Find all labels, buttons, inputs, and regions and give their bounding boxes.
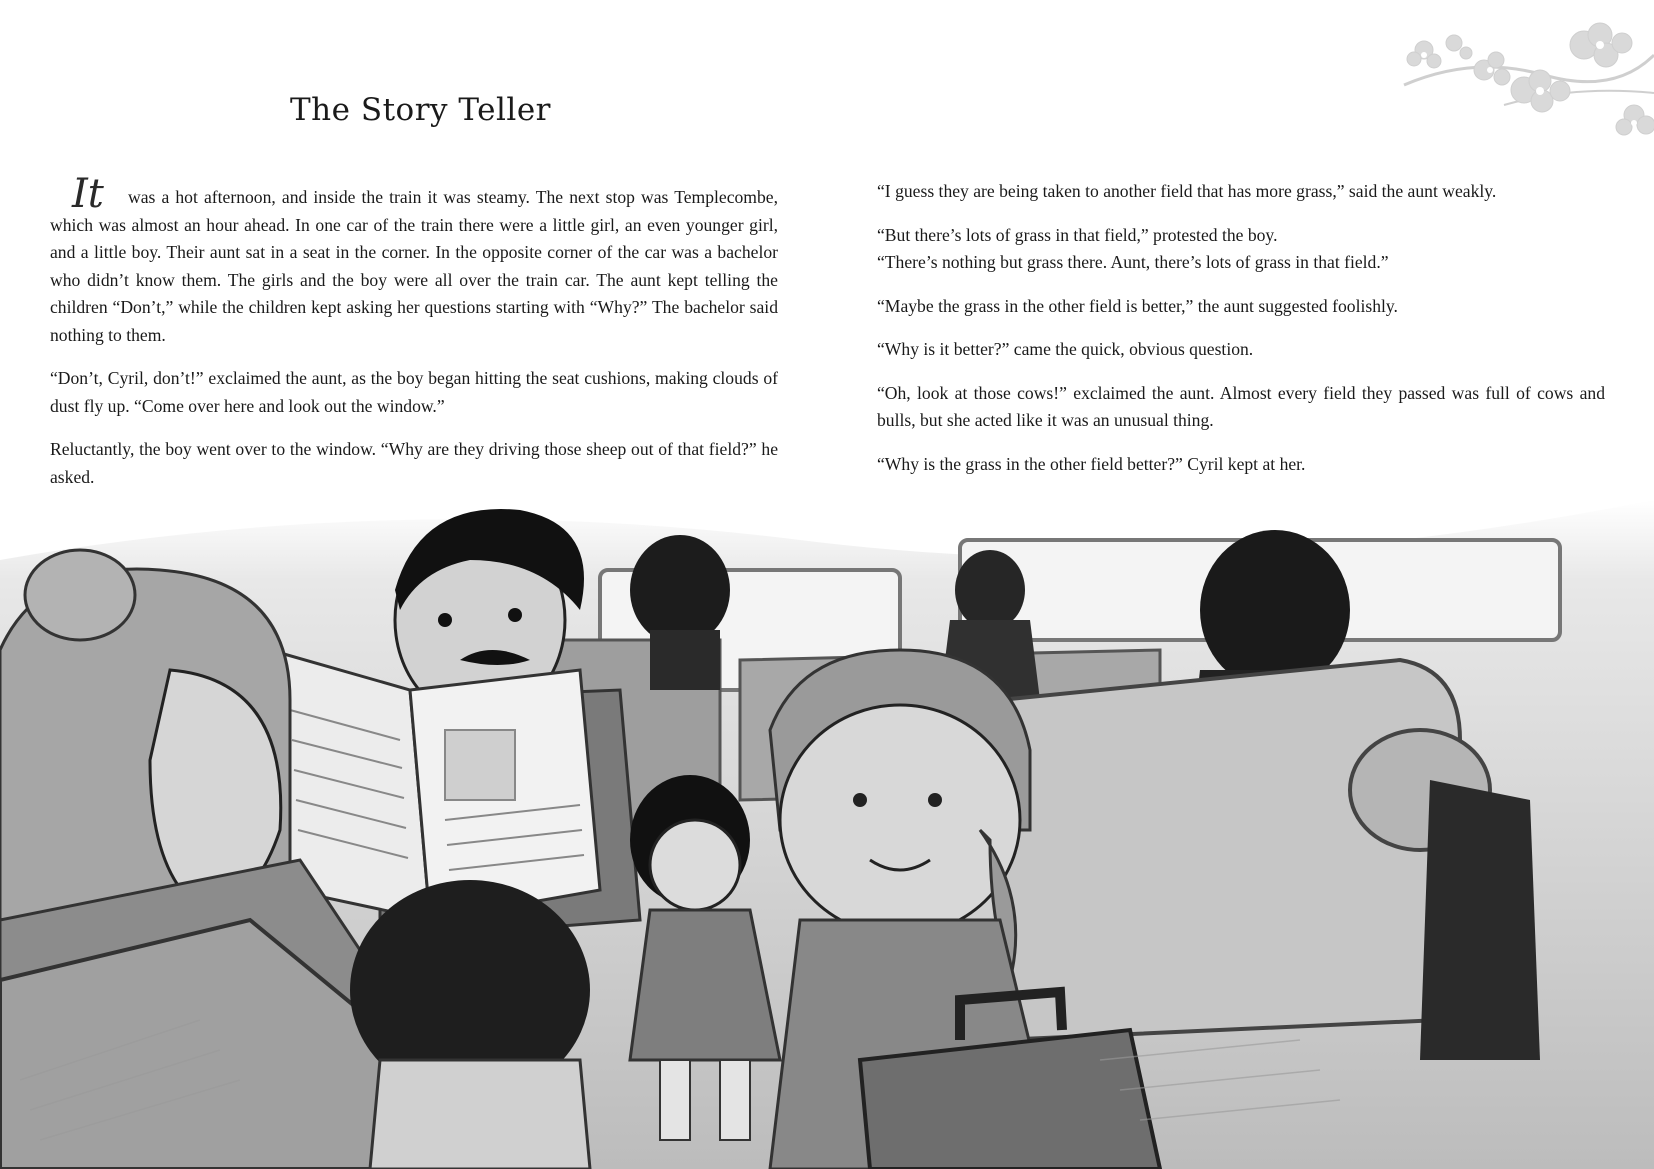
paragraph-5-line-2: “There’s nothing but grass there. Aunt, there’s lots of grass in that field.”: [877, 252, 1389, 272]
boy-body: [370, 1060, 590, 1169]
right-seat-back: [1000, 660, 1460, 1040]
paragraph-7: “Why is it better?” came the quick, obvious question.: [877, 339, 1254, 359]
bachelor-eye-left: [438, 613, 452, 627]
older-girl-face: [780, 705, 1020, 935]
passenger-window-head: [955, 550, 1025, 630]
paragraph-9: “Why is the grass in the other field better?” Cyril kept at her.: [877, 453, 1306, 474]
paragraph-4: “I guess they are being taken to another field that has more grass,” said the aunt weakly.: [877, 181, 1497, 201]
paragraph-1: [50, 171, 778, 349]
little-girl-face: [650, 820, 740, 910]
paragraph-3: Reluctantly, the boy went over to the window. “Why are they driving those sheep out of that field?” he asked.: [50, 439, 778, 487]
passenger-back-body: [650, 630, 720, 690]
paragraph-2: “Don’t, Cyril, don’t!” exclaimed the aunt, as the boy began hitting the seat cushions, making clouds of dust fly up. “Come over here and look out the window.”: [50, 368, 778, 416]
dropcap: It: [72, 171, 104, 217]
story-title: The Story Teller: [290, 92, 551, 128]
older-girl-eye-left: [853, 793, 867, 807]
bachelor-eye-right: [508, 608, 522, 622]
paragraph-6: “Maybe the grass in the other field is better,” the aunt suggested foolishly.: [877, 295, 1398, 316]
paragraph-5: [877, 222, 1605, 277]
older-girl-eye-right: [928, 793, 942, 807]
aunt-hair-bun: [25, 550, 135, 640]
paragraph-5-line-1: “But there’s lots of grass in that field,” protested the boy.: [877, 224, 1278, 245]
train-carriage-illustration: [0, 500, 1654, 1169]
paragraph-1-text: was a hot afternoon, and inside the train it was steamy. The next stop was Templecombe, which was almost an hour ahead. In one car of the train there were a little girl, an even younger girl, and a little boy. Their aunt sat in a seat in the corner. In the opposite corner of the car was a bachelor who didn’t know them. The girls and the boy were all over the train car. The aunt kept telling the children “Don’t,” while the children kept asking her questions starting with “Why?” The bachelor said nothing to them.: [50, 187, 778, 345]
passenger-back-head: [630, 535, 730, 645]
passenger-legs-right: [1420, 780, 1540, 1060]
floral-flourish-icon: [1384, 15, 1654, 145]
right-text-column: [877, 178, 1605, 494]
paragraph-8: “Oh, look at those cows!” exclaimed the aunt. Almost every field they passed was full of cows and bulls, but she acted like it was an unusual thing.: [877, 382, 1605, 430]
left-text-column: [50, 171, 778, 507]
